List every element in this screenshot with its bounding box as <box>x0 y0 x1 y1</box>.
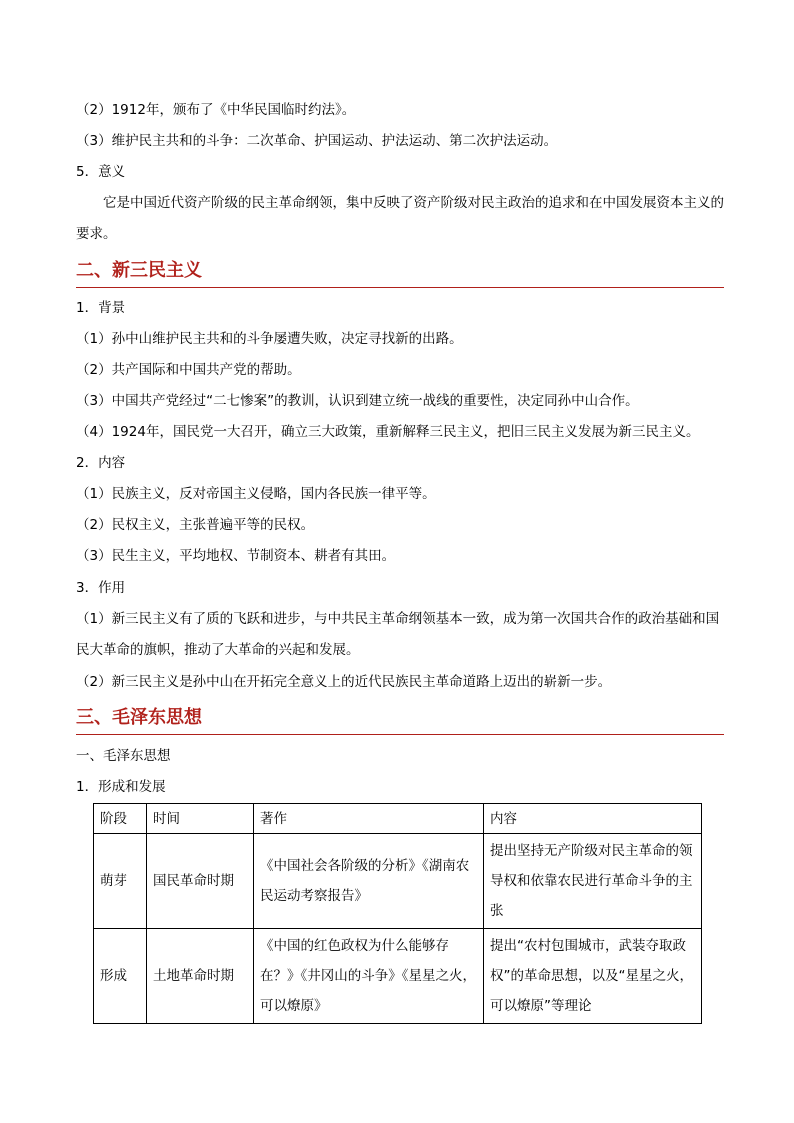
section-heading: 三、毛泽东思想 <box>76 707 202 728</box>
time-cell: 国民革命时期 <box>147 834 254 929</box>
content-cell: 提出“农村包围城市，武装夺取政权”的革命思想，以及“星星之火，可以燎原”等理论 <box>484 929 702 1024</box>
table-header-cell: 著作 <box>254 804 484 834</box>
formation-table <box>93 803 702 1024</box>
time-cell: 土地革命时期 <box>147 929 254 1024</box>
point-title: 5．意义 <box>76 164 126 180</box>
content-cell: 提出坚持无产阶级对民主革命的领导权和依靠农民进行革命斗争的主张 <box>484 834 702 929</box>
point-title: 1．背景 <box>76 300 126 316</box>
list-item: （3）中国共产党经过“二七惨案”的教训，认识到建立统一战线的重要性，决定同孙中山合作。 <box>76 393 639 409</box>
list-item: （2）新三民主义是孙中山在开拓完全意义上的近代民族民主革命道路上迈出的崭新一步。 <box>76 674 612 690</box>
heading-rule <box>76 734 724 735</box>
list-item: （2）民权主义，主张普遍平等的民权。 <box>76 517 315 533</box>
paragraph-text: 它是中国近代资产阶级的民主革命纲领，集中反映了资产阶级对民主政治的追求和在中国发展资本主义的要求。 <box>76 195 724 242</box>
point-title: 2．内容 <box>76 455 126 471</box>
paragraph-significance <box>76 188 724 250</box>
stage-cell: 萌芽 <box>94 834 147 929</box>
list-item: （1）新三民主义有了质的飞跃和进步，与中共民主革命纲领基本一致，成为第一次国共合作的政治基础和国民大革命的旗帜，推动了大革命的兴起和发展。 <box>76 611 720 658</box>
heading-rule <box>76 287 724 288</box>
list-item: （4）1924年，国民党一大召开，确立三大政策，重新解释三民主义，把旧三民主义发展为新三民主义。 <box>76 424 700 440</box>
works-cell: 《中国社会各阶级的分析》《湖南农民运动考察报告》 <box>254 834 484 929</box>
list-item: （2）共产国际和中国共产党的帮助。 <box>76 362 301 378</box>
point-title: 3．作用 <box>76 580 126 596</box>
table-row <box>94 929 702 1024</box>
table-row <box>94 834 702 929</box>
stage-cell: 形成 <box>94 929 147 1024</box>
list-item: （3）民生主义，平均地权、节制资本、耕者有其田。 <box>76 548 396 564</box>
list-item: （3）维护民主共和的斗争：二次革命、护国运动、护法运动、第二次护法运动。 <box>76 133 558 149</box>
list-item: （2）1912年，颁布了《中华民国临时约法》。 <box>76 102 356 118</box>
table-header-row <box>94 804 702 834</box>
table-header-cell: 阶段 <box>94 804 147 834</box>
list-item: （1）民族主义，反对帝国主义侵略，国内各民族一律平等。 <box>76 486 436 502</box>
works-cell: 《中国的红色政权为什么能够存在？》《井冈山的斗争》《星星之火，可以燎原》 <box>254 929 484 1024</box>
list-item: （1）孙中山维护民主共和的斗争屡遭失败，决定寻找新的出路。 <box>76 331 463 347</box>
section-heading: 二、新三民主义 <box>76 260 202 281</box>
table-header-cell: 内容 <box>484 804 702 834</box>
sub-title: 一、毛泽东思想 <box>76 748 171 764</box>
point-title: 1．形成和发展 <box>76 779 166 795</box>
table-header-cell: 时间 <box>147 804 254 834</box>
